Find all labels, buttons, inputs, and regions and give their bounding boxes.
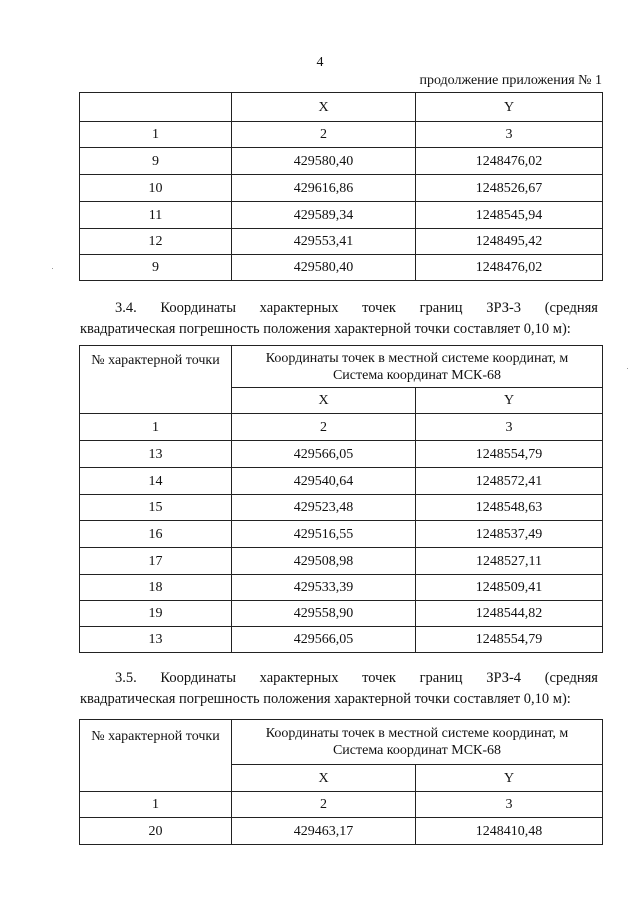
column-number: 2: [232, 792, 416, 818]
y-coordinate: 1248545,94: [416, 202, 603, 229]
column-header-x: X: [232, 388, 416, 414]
coordinate-system-label: Система координат МСК-68: [332, 743, 502, 758]
section-number: 3.5.: [115, 670, 137, 686]
x-coordinate: 429566,05: [232, 441, 416, 468]
column-header-x: X: [232, 93, 416, 122]
table-row: [80, 495, 603, 521]
x-coordinate: 429540,64: [232, 468, 416, 495]
y-coordinate: 1248410,48: [416, 818, 603, 845]
table-row: [80, 175, 603, 202]
table-row: [80, 548, 603, 575]
table-row: [80, 601, 603, 627]
y-coordinate: 1248527,11: [416, 548, 603, 575]
coordinates-table-zrz-2: [79, 92, 603, 281]
x-coordinate: 429523,48: [232, 495, 416, 521]
point-number: 17: [80, 548, 232, 575]
point-number: 15: [80, 495, 232, 521]
scan-speck: [627, 368, 628, 369]
table-row: [80, 441, 603, 468]
paragraph-line: квадратическая погрешность положения характерной точки составляет 0,10 м):: [80, 691, 571, 707]
point-number: 14: [80, 468, 232, 495]
column-number: 1: [80, 792, 232, 818]
section-3-4-paragraph: [80, 298, 598, 340]
x-coordinate: 429589,34: [232, 202, 416, 229]
table-row: [80, 521, 603, 548]
appendix-continuation-label: продолжение приложения № 1: [419, 73, 602, 88]
zone-name: ЗРЗ-4: [486, 670, 522, 686]
zone-name: ЗРЗ-3: [486, 300, 522, 316]
paragraph-line: квадратическая погрешность положения характерной точки составляет 0,10 м):: [80, 321, 571, 337]
paragraph-line: [80, 298, 598, 319]
table-row: [80, 202, 603, 229]
point-number: 12: [80, 229, 232, 255]
paragraph-word: (средняя: [544, 670, 598, 686]
column-number: 1: [80, 414, 232, 441]
column-number: 3: [416, 122, 603, 148]
table-header-row: [80, 93, 603, 122]
table-row: [80, 627, 603, 653]
table-row: [80, 818, 603, 845]
paragraph-word: характерных: [259, 300, 339, 316]
scan-speck: [52, 268, 53, 269]
page-number: 4: [316, 55, 324, 70]
y-coordinate: 1248537,49: [416, 521, 603, 548]
y-coordinate: 1248495,42: [416, 229, 603, 255]
column-number: 3: [416, 792, 603, 818]
column-header-x: X: [232, 765, 416, 792]
column-header-y: Y: [416, 388, 603, 414]
x-coordinate: 429566,05: [232, 627, 416, 653]
y-coordinate: 1248476,02: [416, 148, 603, 175]
x-coordinate: 429463,17: [232, 818, 416, 845]
table-header-row: [80, 346, 603, 388]
x-coordinate: 429616,86: [232, 175, 416, 202]
column-number-row: [80, 414, 603, 441]
coordinate-system-label: Система координат МСК-68: [332, 367, 502, 383]
empty-header-cell: [80, 93, 232, 122]
x-coordinate: 429516,55: [232, 521, 416, 548]
paragraph-word: границ: [419, 670, 463, 686]
section-3-5-paragraph: [80, 668, 598, 710]
coordinates-header-line: Координаты точек в местной системе координат, м: [265, 726, 569, 741]
coordinates-header: [232, 346, 603, 388]
table-row: [80, 468, 603, 495]
point-number-header: № характерной точки: [80, 720, 232, 792]
point-number: 9: [80, 148, 232, 175]
column-header-y: Y: [416, 765, 603, 792]
coordinates-header-line: Координаты точек в местной системе координат, м: [265, 350, 569, 366]
x-coordinate: 429553,41: [232, 229, 416, 255]
point-number: 13: [80, 441, 232, 468]
point-number-header: № характерной точки: [80, 346, 232, 414]
y-coordinate: 1248554,79: [416, 627, 603, 653]
table-row: [80, 148, 603, 175]
column-number: 1: [80, 122, 232, 148]
point-number: 10: [80, 175, 232, 202]
coordinates-table-zrz-3: [79, 345, 603, 653]
paragraph-word: Координаты: [160, 300, 236, 316]
y-coordinate: 1248554,79: [416, 441, 603, 468]
table-header-row: [80, 720, 603, 765]
point-number: 16: [80, 521, 232, 548]
table-row: [80, 255, 603, 281]
x-coordinate: 429558,90: [232, 601, 416, 627]
x-coordinate: 429580,40: [232, 148, 416, 175]
coordinates-header: [232, 720, 603, 765]
y-coordinate: 1248544,82: [416, 601, 603, 627]
column-number: 3: [416, 414, 603, 441]
y-coordinate: 1248548,63: [416, 495, 603, 521]
point-number: 19: [80, 601, 232, 627]
point-number: 13: [80, 627, 232, 653]
column-number-row: [80, 792, 603, 818]
paragraph-word: границ: [419, 300, 463, 316]
x-coordinate: 429533,39: [232, 575, 416, 601]
table-row: [80, 575, 603, 601]
column-number: 2: [232, 414, 416, 441]
paragraph-word: Координаты: [160, 670, 236, 686]
x-coordinate: 429508,98: [232, 548, 416, 575]
column-header-y: Y: [416, 93, 603, 122]
paragraph-word: характерных: [259, 670, 339, 686]
paragraph-line: [80, 668, 598, 689]
paragraph-word: точек: [362, 670, 396, 686]
y-coordinate: 1248476,02: [416, 255, 603, 281]
point-number: 18: [80, 575, 232, 601]
paragraph-word: точек: [362, 300, 396, 316]
y-coordinate: 1248526,67: [416, 175, 603, 202]
point-number: 11: [80, 202, 232, 229]
y-coordinate: 1248509,41: [416, 575, 603, 601]
section-number: 3.4.: [115, 300, 137, 316]
x-coordinate: 429580,40: [232, 255, 416, 281]
point-number: 9: [80, 255, 232, 281]
y-coordinate: 1248572,41: [416, 468, 603, 495]
table-row: [80, 229, 603, 255]
coordinates-table-zrz-4: [79, 719, 603, 845]
paragraph-word: (средняя: [544, 300, 598, 316]
column-number: 2: [232, 122, 416, 148]
column-number-row: [80, 122, 603, 148]
point-number: 20: [80, 818, 232, 845]
